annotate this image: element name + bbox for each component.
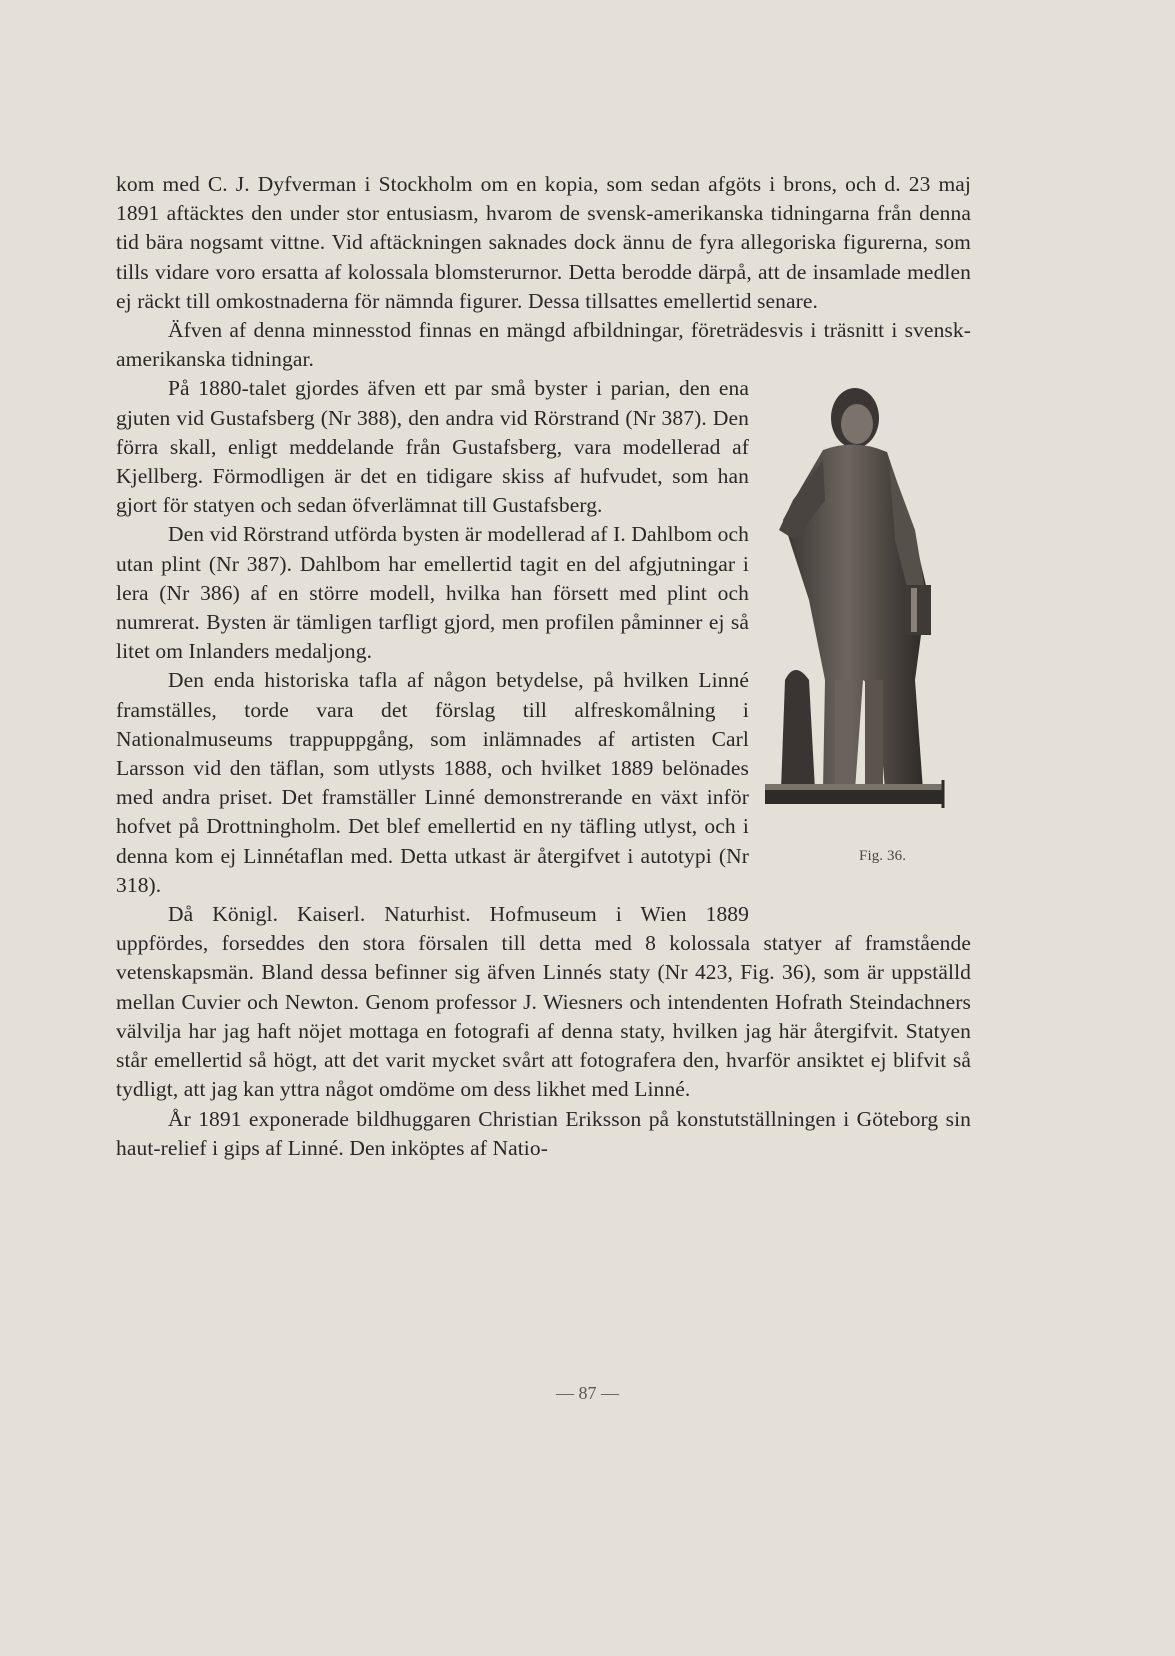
- page-number: — 87 —: [556, 1383, 619, 1403]
- paragraph-6: Då Königl. Kaiserl. Naturhist. Hofmuseum i Wien 1889 uppfördes, forseddes den stora försalen till detta med 8 kolossala statyer af framstående vetenskapsmän. Bland dessa befinner sig äfven Linnés staty (Nr 423, Fig. 36), som är uppställd mellan Cuvier och Newton. Genom professor J. Wiesners och intendenten Hofrath Steindachners välvilja har jag haft nöjet mottaga en fotografi af denna staty, hvilken jag här återgifvit. Statyen står emellertid så högt, att det varit mycket svårt att fotografera den, hvarför ansiktet ej blifvit så tydligt, att jag kan yttra något omdöme om dess likhet med Linné.: [116, 902, 971, 1102]
- paragraph-2: Äfven af denna minnesstod finnas en mängd afbildningar, företrädesvis i träsnitt i svensk-amerikanska tidningar.: [116, 318, 971, 372]
- paragraph-3: På 1880-talet gjordes äfven ett par små byster i parian, den ena gjuten vid Gustafsberg (Nr 388), den andra vid Rörstrand (Nr 387). Den förra skall, enligt meddelande från Gustafsberg, vara modellerad af Kjellberg. Förmodligen är det en tidigare skiss af hufvudet, som han gjort för statyen och sedan öfverlämnat till Gustafsberg.: [116, 376, 749, 518]
- paragraph-5: Den enda historiska tafla af någon betydelse, på hvilken Linné framställes, torde vara det förslag till alfreskomålning i Nationalmuseums trappuppgång, som inlämnades af artisten Carl Larsson vid den täflan, som utlysts 1888, och hvilket 1889 belönades med andra priset. Det framställer Linné demonstrerande en växt inför hofvet på Drottningholm. Det blef emellertid en ny täfling utlyst, och i denna kom ej Linnétaflan med. Detta utkast är återgifvet i autotypi (Nr 318).: [116, 668, 749, 897]
- paragraph-4: Den vid Rörstrand utförda bysten är modellerad af I. Dahlbom och utan plint (Nr 387). Dahlbom har emellertid tagit en del afgjutningar i lera (Nr 386) af en större modell, hvilka han försett med plint och numrerat. Bysten är tämligen tarfligt gjord, men profilen påminner ej så litet om Inlanders medaljong.: [116, 522, 749, 664]
- body-text: [116, 170, 971, 1163]
- statue-photo: [765, 380, 985, 850]
- paragraph-1: kom med C. J. Dyfverman i Stockholm om en kopia, som sedan afgöts i brons, och d. 23 maj 1891 aftäcktes den under stor entusiasm, hvarom de svensk-amerikanska tidningarna från denna tid bära nogsamt vittne. Vid aftäckningen saknades dock ännu de fyra allegoriska figurerna, som tills vidare voro ersatta af kolossala blomsterurnor. Detta berodde därpå, att de insamlade medlen ej räckt till omkostnaderna för nämnda figurer. Dessa tillsattes emellertid senare.: [116, 172, 971, 313]
- paragraph-7: År 1891 exponerade bildhuggaren Christian Eriksson på konstutställningen i Göteborg sin haut-relief i gips af Linné. Den inköptes af Natio-: [116, 1106, 971, 1160]
- figure-36: [765, 380, 985, 910]
- figure-caption: Fig. 36.: [859, 848, 907, 865]
